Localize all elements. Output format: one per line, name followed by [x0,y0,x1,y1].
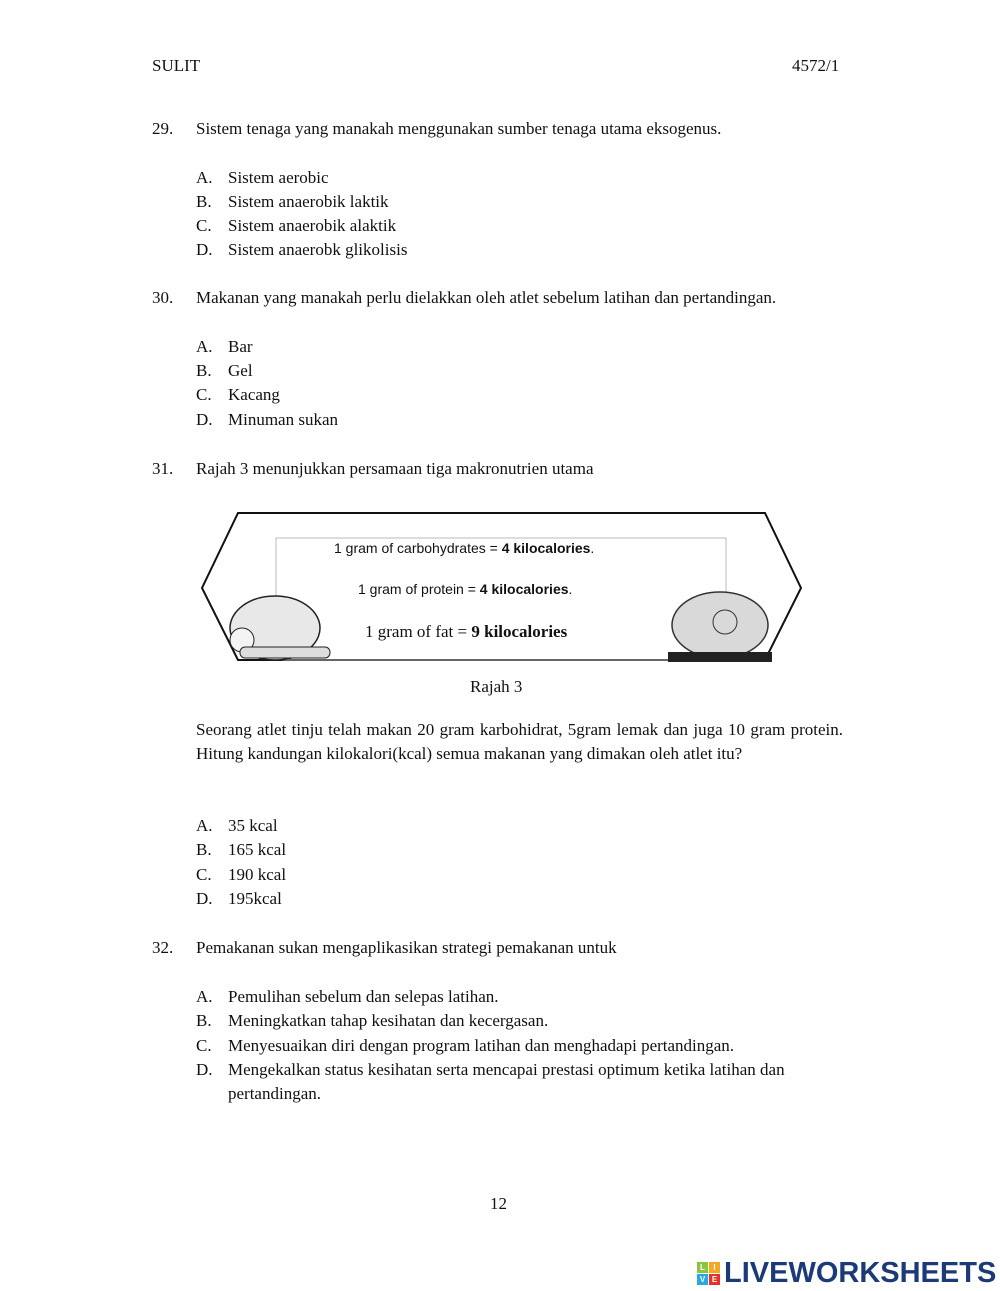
option-letter: C. [196,216,212,235]
option-text[interactable]: 35 kcal [228,816,278,835]
carbohydrate-equation: 1 gram of carbohydrates = 4 kilocalories. [334,540,595,556]
figure-caption: Rajah 3 [470,677,523,696]
option-letter: A. [196,816,213,835]
logo-text: LIVEWORKSHEETS [724,1257,997,1289]
option-letter: B. [196,1011,212,1030]
option-text[interactable]: Bar [228,337,253,356]
option-text[interactable]: Gel [228,361,253,380]
fat-equation: 1 gram of fat = 9 kilocalories [365,622,568,641]
liveworksheets-logo [697,1257,996,1290]
option-letter: D. [196,240,213,259]
question-number: 31. [152,459,174,478]
option-text[interactable]: Meningkatkan tahap kesihatan dan kecergasan. [228,1011,549,1030]
question-text: Makanan yang manakah perlu dielakkan oleh atlet sebelum latihan dan pertandingan. [196,288,777,307]
option-text[interactable]: 190 kcal [228,865,287,884]
option-letter: A. [196,168,213,187]
option-letter: D. [196,889,213,908]
option-letter: B. [196,192,212,211]
question-number: 29. [152,119,174,138]
option-letter: B. [196,361,212,380]
header-paper-code: 4572/1 [792,56,840,75]
option-text[interactable]: Menyesuaikan diri dengan program latihan dan menghadapi pertandingan. [228,1036,735,1055]
option-letter: A. [196,337,213,356]
question-paragraph: Seorang atlet tinju telah makan 20 gram karbohidrat, 5gram lemak dan juga 10 gram protein. Hitung kandungan kilokalori(kcal) semua makanan yang dimakan oleh atlet itu? [196,720,843,763]
macronutrient-diagram [200,510,803,665]
question-number: 30. [152,288,174,307]
question-number: 32. [152,938,174,957]
option-text-continued: pertandingan. [228,1084,321,1103]
option-letter: A. [196,987,213,1006]
option-letter: D. [196,410,213,429]
question-text: Pemakanan sukan mengaplikasikan strategi pemakanan untuk [196,938,617,957]
logo-mark-icon: L I V E [697,1262,720,1285]
question-text: Sistem tenaga yang manakah menggunakan sumber tenaga utama eksogenus. [196,119,722,138]
option-text[interactable]: Sistem anaerobik alaktik [228,216,397,235]
question-text: Rajah 3 menunjukkan persamaan tiga makronutrien utama [196,459,594,478]
option-letter: D. [196,1060,213,1079]
option-text[interactable]: Sistem anaerobik laktik [228,192,389,211]
option-text[interactable]: 195kcal [228,889,282,908]
option-text[interactable]: 165 kcal [228,840,287,859]
option-text[interactable]: Sistem anaerobk glikolisis [228,240,408,259]
option-text[interactable]: Mengekalkan status kesihatan serta mencapai prestasi optimum ketika latihan dan [228,1060,785,1079]
option-text[interactable]: Sistem aerobic [228,168,329,187]
option-text[interactable]: Minuman sukan [228,410,339,429]
page-number: 12 [490,1194,507,1213]
header-classification: SULIT [152,56,201,75]
protein-equation: 1 gram of protein = 4 kilocalories. [358,581,573,597]
option-letter: B. [196,840,212,859]
option-letter: C. [196,865,212,884]
option-letter: C. [196,385,212,404]
option-text[interactable]: Pemulihan sebelum dan selepas latihan. [228,987,499,1006]
option-text[interactable]: Kacang [228,385,280,404]
option-letter: C. [196,1036,212,1055]
